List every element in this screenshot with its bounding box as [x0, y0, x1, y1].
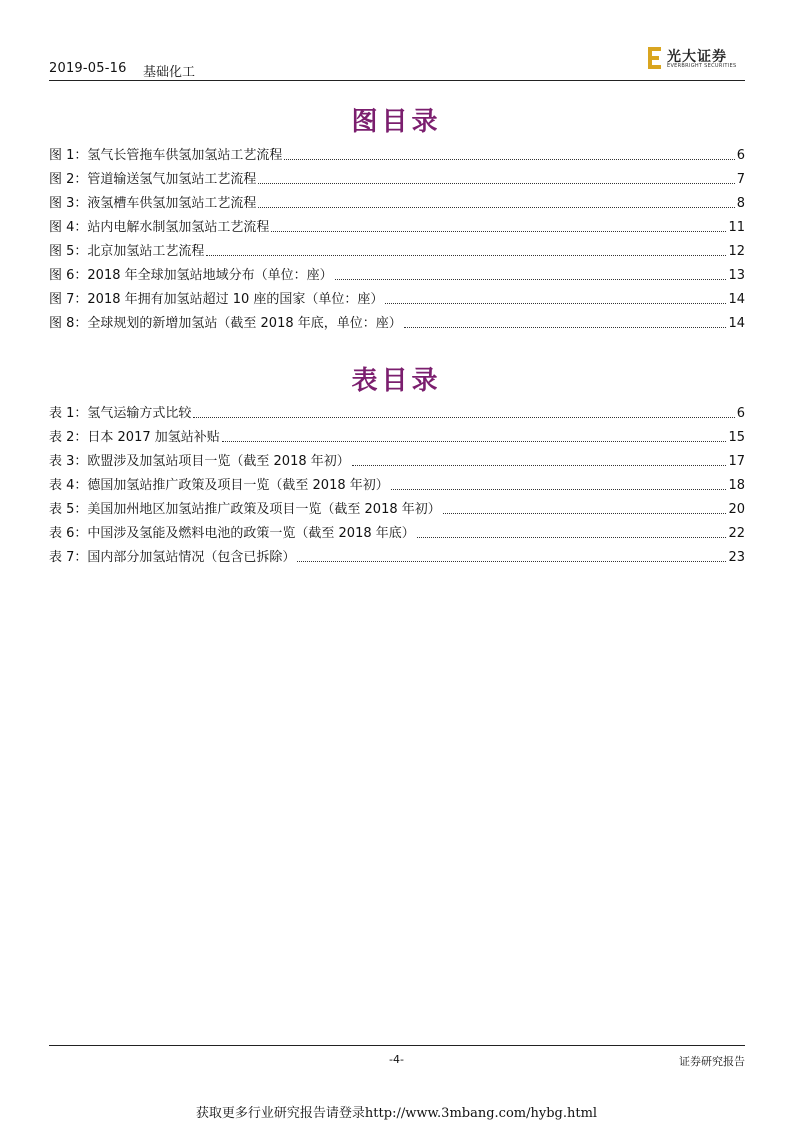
figure-toc-entry[interactable] [49, 212, 745, 236]
table-toc-entry[interactable] [49, 470, 745, 494]
table-toc-entry-label[interactable]: 表 6：中国涉及氢能及燃料电池的政策一览（截至 2018 年底） [49, 526, 415, 541]
figure-toc-entry[interactable] [49, 308, 745, 332]
download-watermark: 获取更多行业研究报告请登录http://www.3mbang.com/hybg.html [195, 1106, 598, 1121]
figure-toc-entry-page[interactable]: 11 [728, 220, 745, 235]
dot-leader [297, 560, 726, 562]
logo-mark-icon [647, 46, 663, 70]
dot-leader [417, 536, 727, 538]
figure-toc-entry[interactable] [49, 188, 745, 212]
dot-leader [391, 488, 727, 490]
tables-toc-list [49, 398, 745, 566]
table-toc-entry-label[interactable]: 表 1：氢气运输方式比较 [49, 406, 192, 421]
table-toc-entry-label[interactable]: 表 4：德国加氢站推广政策及项目一览（截至 2018 年初） [49, 478, 389, 493]
figure-toc-entry-label[interactable]: 图 4：站内电解水制氢加氢站工艺流程 [49, 220, 270, 235]
dot-leader [404, 326, 727, 328]
table-toc-entry-label[interactable]: 表 3：欧盟涉及加氢站项目一览（截至 2018 年初） [49, 454, 350, 469]
figure-toc-entry[interactable] [49, 260, 745, 284]
table-toc-entry[interactable] [49, 518, 745, 542]
table-toc-entry-page[interactable]: 15 [728, 430, 745, 445]
figure-toc-entry-page[interactable]: 8 [736, 196, 745, 211]
figure-toc-entry-page[interactable]: 13 [728, 268, 745, 283]
figure-toc-entry-page[interactable]: 12 [728, 244, 745, 259]
table-toc-entry-page[interactable]: 20 [728, 502, 745, 517]
figure-toc-entry-label[interactable]: 图 5：北京加氢站工艺流程 [49, 244, 205, 259]
table-toc-entry[interactable] [49, 446, 745, 470]
table-toc-entry-page[interactable]: 6 [736, 406, 745, 421]
dot-leader [335, 278, 727, 280]
figure-toc-entry-label[interactable]: 图 7：2018 年拥有加氢站超过 10 座的国家（单位：座） [49, 292, 384, 307]
table-toc-entry-label[interactable]: 表 7：国内部分加氢站情况（包含已拆除） [49, 550, 296, 565]
figure-toc-entry-label[interactable]: 图 3：液氢槽车供氢加氢站工艺流程 [49, 196, 257, 211]
dot-leader [271, 230, 726, 232]
table-toc-entry[interactable] [49, 422, 745, 446]
table-toc-entry-page[interactable]: 22 [728, 526, 745, 541]
dot-leader [352, 464, 727, 466]
figure-toc-entry[interactable] [49, 140, 745, 164]
dot-leader [385, 302, 726, 304]
dot-leader [284, 158, 734, 160]
table-toc-entry-page[interactable]: 23 [728, 550, 745, 565]
figure-toc-entry-page[interactable]: 6 [736, 148, 745, 163]
table-toc-entry-page[interactable]: 18 [728, 478, 745, 493]
footer-divider [49, 1045, 745, 1046]
figure-toc-entry[interactable] [49, 284, 745, 308]
figure-toc-entry-page[interactable]: 7 [736, 172, 745, 187]
logo-name: 光大证券 [667, 49, 727, 65]
page-number: -4- [389, 1053, 404, 1066]
figure-toc-entry-label[interactable]: 图 1：氢气长管拖车供氢加氢站工艺流程 [49, 148, 283, 163]
figure-toc-entry-label[interactable]: 图 2：管道输送氢气加氢站工艺流程 [49, 172, 257, 187]
table-toc-entry[interactable] [49, 494, 745, 518]
dot-leader [222, 440, 727, 442]
figure-toc-entry-label[interactable]: 图 8：全球规划的新增加氢站（截至 2018 年底，单位：座） [49, 316, 402, 331]
dot-leader [258, 182, 734, 184]
table-toc-entry[interactable] [49, 542, 745, 566]
table-toc-entry-label[interactable]: 表 2：日本 2017 加氢站补贴 [49, 430, 220, 445]
dot-leader [443, 512, 727, 514]
tables-toc-title: 表目录 [351, 366, 442, 396]
figures-toc-title: 图目录 [351, 107, 442, 137]
figure-toc-entry-page[interactable]: 14 [728, 292, 745, 307]
page-header [49, 49, 745, 81]
figure-toc-entry-label[interactable]: 图 6：2018 年全球加氢站地域分布（单位：座） [49, 268, 333, 283]
table-toc-entry-label[interactable]: 表 5：美国加州地区加氢站推广政策及项目一览（截至 2018 年初） [49, 502, 441, 517]
logo-english-name: EVERBRIGHT SECURITIES [667, 63, 737, 69]
table-toc-entry-page[interactable]: 17 [728, 454, 745, 469]
company-logo [647, 46, 743, 72]
figures-toc-list [49, 140, 745, 332]
table-toc-entry[interactable] [49, 398, 745, 422]
dot-leader [206, 254, 726, 256]
figure-toc-entry[interactable] [49, 164, 745, 188]
report-sector: 基础化工 [143, 65, 196, 80]
document-type: 证券研究报告 [679, 1055, 745, 1068]
figure-toc-entry[interactable] [49, 236, 745, 260]
report-date: 2019-05-16 [49, 61, 127, 76]
figure-toc-entry-page[interactable]: 14 [728, 316, 745, 331]
dot-leader [193, 416, 734, 418]
dot-leader [258, 206, 734, 208]
